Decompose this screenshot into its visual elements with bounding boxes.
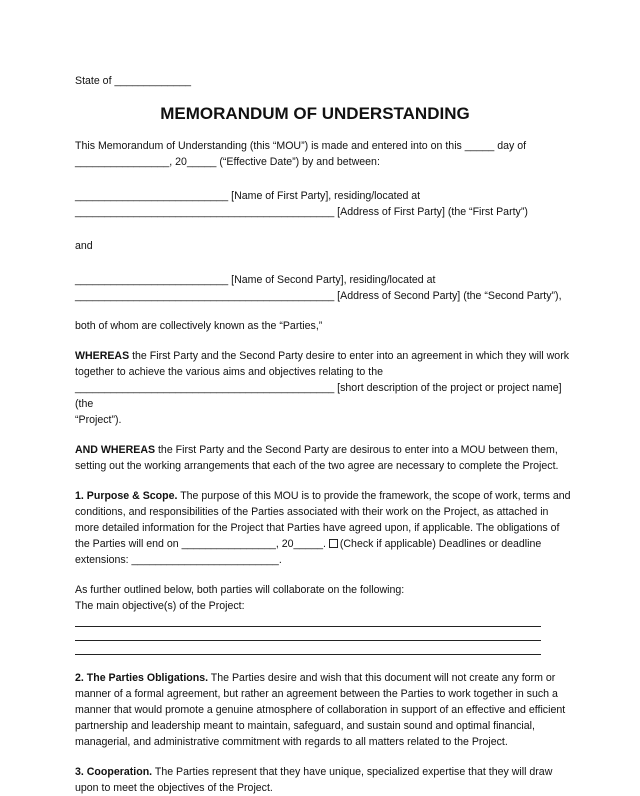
whereas-clause [75,348,575,428]
and-whereas-line-2: setting out the working arrangements that each of the two agree are necessary to complete the Project. [75,460,559,472]
and-whereas-bold: AND WHEREAS [75,444,156,456]
section3-line-1: The Parties represent that they have unique, specialized expertise that they will draw [152,766,553,778]
whereas-line-2: together to achieve the various aims and objectives relating to the [75,366,383,378]
document-title: MEMORANDUM OF UNDERSTANDING [160,104,470,123]
section2-heading: 2. The Parties Obligations. [75,672,209,684]
whereas-line-3: ____________________________________________ [short description of the project or project name] (the [75,382,562,410]
intro-line-2: ________________, 20_____ (“Effective Date”) by and between: [75,156,380,168]
section1-line-2: conditions, and responsibilities of the Parties associated with their work on the Project, as attached in [75,506,549,518]
first-party-name-line: __________________________ [Name of First Party], residing/located at [75,190,421,202]
collective-parties-text: both of whom are collectively known as the “Parties,” [75,320,323,332]
section1-line-4b: (Check if applicable) Deadlines or deadline [339,538,542,550]
objective-blank-line-2[interactable] [75,628,541,641]
and-whereas-line-1: the First Party and the Second Party are desirous to enter into a MOU between them, [155,444,558,456]
whereas-line-1: the First Party and the Second Party desire to enter into an agreement in which they will work [129,350,570,362]
collab-line-2: The main objective(s) of the Project: [75,600,245,612]
second-party-address-line: ____________________________________________ [Address of Second Party] (the “Second Party”), [75,290,562,302]
section2-line-1: The Parties desire and wish that this document will not create any form or [208,672,556,684]
objective-blank-line-3[interactable] [75,642,541,655]
section1-line-1: The purpose of this MOU is to provide the framework, the scope of work, terms and [177,490,571,502]
collab-line-1: As further outlined below, both parties will collaborate on the following: [75,584,405,596]
section2-line-5: managerial, and administrative commitment with regards to all matters related to the Project. [75,736,508,748]
first-party-address-line: ____________________________________________ [Address of First Party] (the “First Party”) [75,206,528,218]
section1-heading: 1. Purpose & Scope. [75,490,178,502]
state-line: State of _____________ [75,75,192,87]
section1-line-4a: the Parties will end on ________________, 20_____. [75,538,329,550]
checkbox-icon[interactable] [329,539,338,548]
second-party-name-line: __________________________ [Name of Second Party], residing/located at [75,274,436,286]
section-purpose-scope [75,488,575,568]
section2-line-2: manner of a formal agreement, but rather an agreement between the Parties to work together in such a [75,688,558,700]
section2-line-3: manner that would promote a genuine atmosphere of collaboration in support of an effective and efficient [75,704,566,716]
whereas-bold: WHEREAS [75,350,130,362]
section-parties-obligations [75,670,575,750]
section2-line-4: partnership and leadership meant to maintain, safeguard, and sustain sound and optimal financial, [75,720,535,732]
section1-line-3: more detailed information for the Project that Parties have agreed upon, if applicable. The obligations of [75,522,560,534]
section-cooperation [75,764,575,796]
whereas-line-4: “Project”). [75,414,122,426]
and-whereas-clause [75,442,575,474]
document-page [75,73,575,796]
section1-line-5: extensions: _________________________. [75,554,282,566]
objective-blank-line-1[interactable] [75,614,541,627]
section3-line-2: upon to meet the objectives of the Project. [75,782,273,794]
and-text: and [75,240,93,252]
section3-heading: 3. Cooperation. [75,766,153,778]
intro-line-1: This Memorandum of Understanding (this “MOU”) is made and entered into on this _____ day of [75,140,527,152]
